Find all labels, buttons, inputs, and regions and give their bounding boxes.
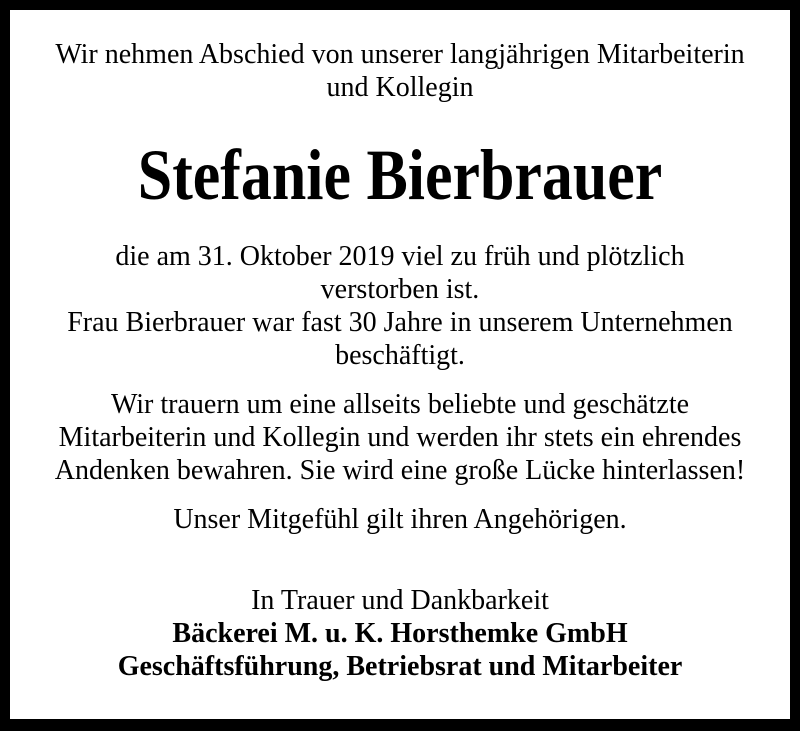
closing-signatories: Geschäftsführung, Betriebsrat und Mitarbeiter — [117, 651, 683, 682]
intro-line-2: und Kollegin — [326, 72, 474, 103]
company-name: Bäckerei M. u. K. Horsthemke GmbH — [172, 618, 628, 649]
tribute-paragraph — [10, 388, 790, 487]
death-info-line-1: die am 31. Oktober 2019 viel zu früh und plötzlich — [115, 241, 685, 272]
condolence-line: Unser Mitgefühl gilt ihren Angehörigen. — [173, 504, 627, 535]
death-info-line-2: verstorben ist. — [320, 274, 480, 305]
tribute-line-2: Mitarbeiterin und Kollegin und werden ihr stets ein ehrendes — [58, 422, 742, 453]
death-info-line-4: beschäftigt. — [335, 340, 465, 371]
intro-paragraph — [10, 38, 790, 104]
tribute-line-1: Wir trauern um eine allseits beliebte und geschätzte — [110, 389, 690, 420]
death-info-paragraph — [10, 240, 790, 372]
deceased-name: Stefanie Bierbrauer — [137, 135, 663, 215]
closing-block — [10, 584, 790, 683]
closing-signoff: In Trauer und Dankbarkeit — [251, 585, 549, 616]
obituary-notice — [10, 10, 790, 719]
tribute-line-3: Andenken bewahren. Sie wird eine große Lücke hinterlassen! — [54, 455, 746, 486]
death-info-line-3: Frau Bierbrauer war fast 30 Jahre in unserem Unternehmen — [67, 307, 733, 338]
intro-line-1: Wir nehmen Abschied von unserer langjährigen Mitarbeiterin — [55, 39, 745, 70]
